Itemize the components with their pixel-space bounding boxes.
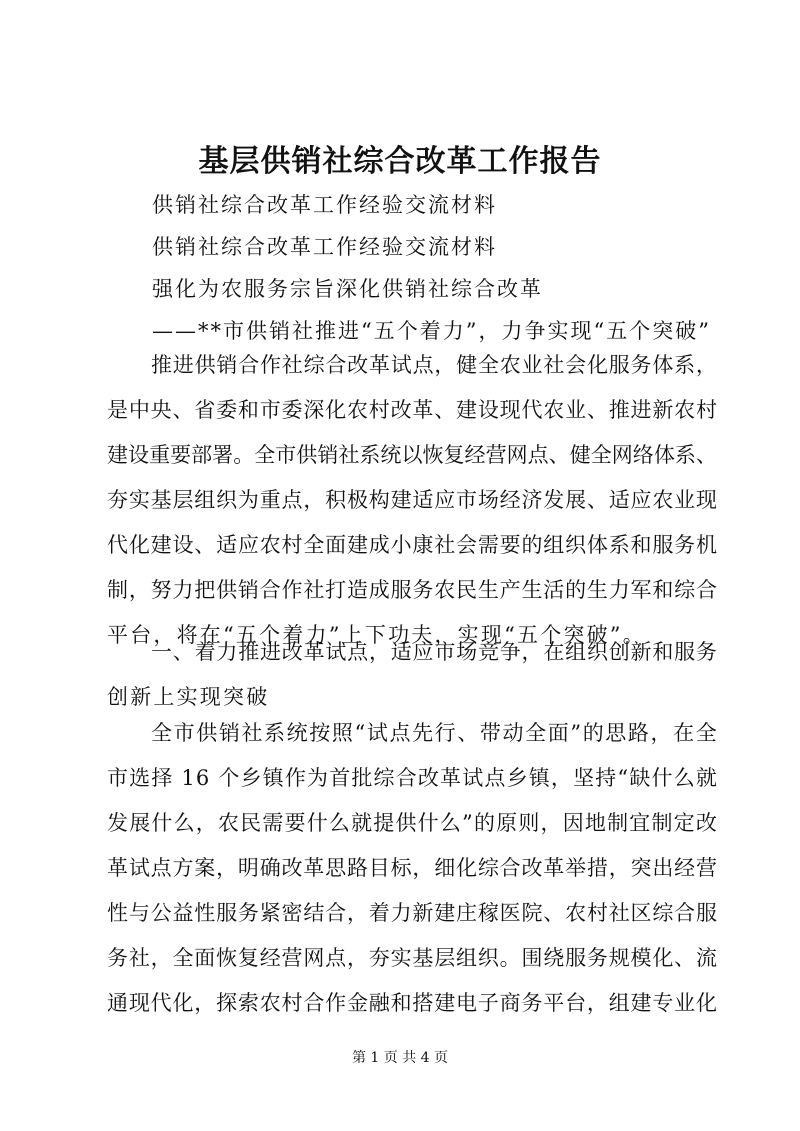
paragraph-intro xyxy=(107,343,717,658)
paragraph-line: 推 进 供 销 合 作 社 综 合 改 革 试 点 ， 健 全 农 业 社 会 化 服 务 体 系 ， xyxy=(151,353,717,377)
paragraph-pilot xyxy=(107,711,717,1026)
subtitle-line-3: 强化为农服务宗旨深化供销社综合改革 xyxy=(152,277,543,301)
paragraph-line: 务 社 ， 全 面 恢 复 经 营 网 点 ， 夯 实 基 层 组 织 。 围 绕 服 务 规 模 化 、 流 xyxy=(107,946,717,970)
paragraph-line: 夯 实 基 层 组 织 为 重 点 ， 积 极 构 建 适 应 市 场 经 济 发 展 、 适 应 农 业 现 xyxy=(107,488,717,512)
paragraph-line: 发 展 什 么 ， 农 民 需 要 什 么 就 提 供 什 么 ” 的 原 则 ， 因 地 制 宜 制 定 改 xyxy=(107,811,717,835)
paragraph-line: 制 ， 努 力 把 供 销 合 作 社 打 造 成 服 务 农 民 生 产 生 活 的 生 力 军 和 综 合 xyxy=(107,578,717,602)
paragraph-line: 创新上实现突破 xyxy=(107,685,270,709)
paragraph-line: 革 试 点 方 案 ， 明 确 改 革 思 路 目 标 ， 细 化 综 合 改 革 举 措 ， 突 出 经 营 xyxy=(107,856,717,880)
subtitle-line-1: 供销社综合改革工作经验交流材料 xyxy=(152,193,497,217)
paragraph-line: 性 与 公 益 性 服 务 紧 密 结 合 ， 着 力 新 建 庄 稼 医 院 、 农 村 社 区 综 合 服 xyxy=(107,901,717,925)
subtitle-line-2: 供销社综合改革工作经验交流材料 xyxy=(152,235,497,259)
paragraph-line: 全 市 供 销 社 系 统 按 照 “ 试 点 先 行 、 带 动 全 面 ” 的 思 路 ， 在 全 xyxy=(151,721,717,745)
section-heading-1 xyxy=(107,630,717,720)
page-footer: 第 1 页 共 4 页 xyxy=(351,1050,449,1066)
paragraph-line: 一 、 着 力 推 进 改 革 试 点 ， 适 应 市 场 竞 争 ， 在 组 织 创 新 和 服 务 xyxy=(151,640,717,664)
paragraph-line: 平台，将在“五个着力”上下功夫，实现“五个突破”。 xyxy=(107,623,646,647)
paragraph-line: 市 选 择 1 6 个 乡 镇 作 为 首 批 综 合 改 革 试 点 乡 镇 ， 坚 持 “ 缺 什 么 就 xyxy=(107,766,717,790)
paragraph-line: 代 化 建 设 、 适 应 农 村 全 面 建 成 小 康 社 会 需 要 的 组 织 体 系 和 服 务 机 xyxy=(107,533,717,557)
subtitle-line-4: ——**市供销社推进“五个着力”，力争实现“五个突破” xyxy=(152,319,711,343)
paragraph-line: 是 中 央 、 省 委 和 市 委 深 化 农 村 改 革 、 建 设 现 代 农 业 、 推 进 新 农 村 xyxy=(107,398,717,422)
paragraph-line: 建 设 重 要 部 署 。 全 市 供 销 社 系 统 以 恢 复 经 营 网 点 、 健 全 网 络 体 系 、 xyxy=(107,443,717,467)
document-title: 基层供销社综合改革工作报告 xyxy=(198,144,602,179)
paragraph-line: 通 现 代 化 ， 探 索 农 村 合 作 金 融 和 搭 建 电 子 商 务 平 台 ， 组 建 专 业 化 xyxy=(107,991,717,1015)
